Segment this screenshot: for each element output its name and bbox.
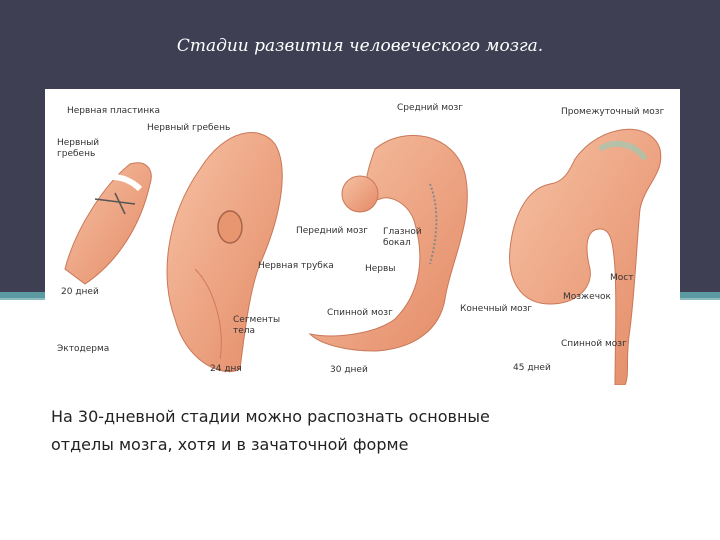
label-optic-1: Глазной <box>383 227 422 237</box>
label-neural-tube: Нервная трубка <box>258 261 334 271</box>
label-day-30: 30 дней <box>330 365 368 375</box>
embryo-24-days <box>167 133 282 372</box>
label-midbrain: Средний мозг <box>397 103 464 113</box>
label-nerves: Нервы <box>365 264 396 274</box>
embryo-figure <box>45 89 680 385</box>
label-neural-crest-2: гребень <box>57 149 96 159</box>
slide-caption <box>51 403 671 459</box>
embryo-illustration <box>45 89 680 385</box>
label-day-45: 45 дней <box>513 363 551 373</box>
label-diencephalon: Промежуточный мозг <box>561 107 665 117</box>
label-spinal-cord-45: Спинной мозг <box>561 339 627 349</box>
label-segments-2: тела <box>233 326 256 336</box>
label-forebrain: Передний мозг <box>296 226 369 236</box>
label-neural-ridge: Нервный гребень <box>147 123 231 133</box>
label-cerebellum: Мозжечок <box>563 292 611 302</box>
embryo-20-days <box>65 163 151 284</box>
caption-line-2: отделы мозга, хотя и в зачаточной форме <box>51 435 409 454</box>
label-ectoderm: Эктодерма <box>57 344 110 354</box>
label-neural-plate: Нервная пластинка <box>67 106 161 116</box>
slide-title: Стадии развития человеческого мозга. <box>176 36 544 56</box>
label-segments-1: Сегменты <box>233 315 281 325</box>
label-telencephalon: Конечный мозг <box>460 304 533 314</box>
label-day-24: 24 дня <box>210 364 242 374</box>
label-neural-crest-1: Нервный <box>57 138 100 148</box>
label-optic-2: бокал <box>383 238 411 248</box>
label-pons: Мост <box>610 273 634 283</box>
label-day-20: 20 дней <box>61 287 99 297</box>
label-spinal-cord: Спинной мозг <box>327 308 393 318</box>
caption-line-1: На 30-дневной стадии можно распознать основные <box>51 407 490 426</box>
